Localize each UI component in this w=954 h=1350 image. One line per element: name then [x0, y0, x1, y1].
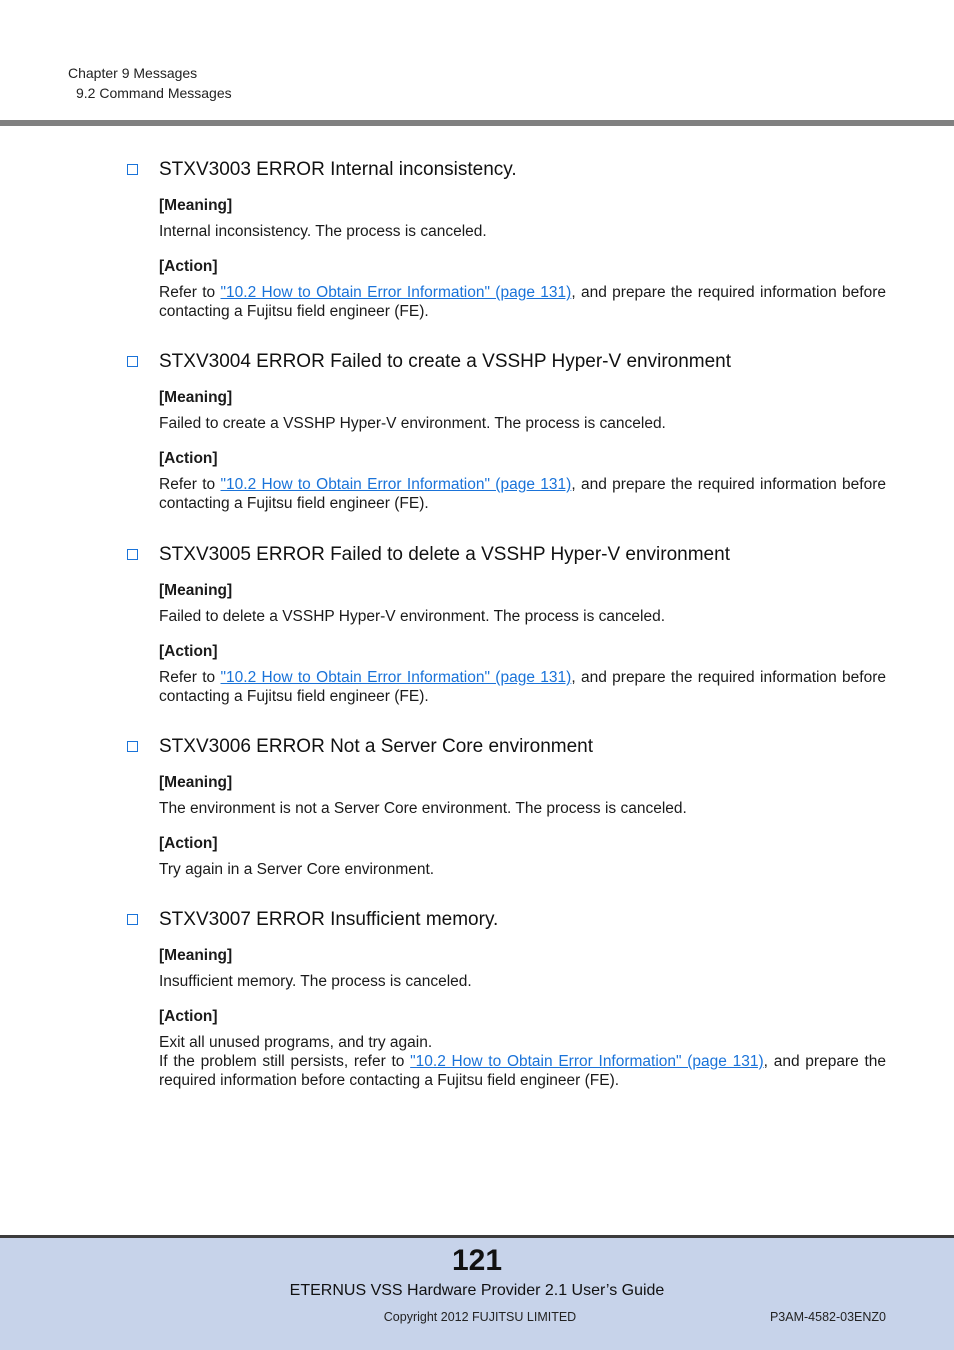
error-info-link[interactable]: "10.2 How to Obtain Error Information" (page 131): [220, 669, 572, 686]
meaning-text: Failed to delete a VSSHP Hyper-V environment. The process is canceled.: [159, 608, 666, 625]
action-label: [Action]: [159, 643, 218, 660]
message-heading: [127, 158, 887, 182]
message-heading: [127, 543, 887, 567]
meaning-label: [Meaning]: [159, 582, 233, 599]
message-stxv3005: [127, 543, 887, 706]
square-bullet-icon: [127, 549, 138, 560]
message-heading: [127, 908, 887, 932]
message-stxv3007: [127, 908, 887, 1090]
header-divider: [0, 120, 954, 126]
error-info-link[interactable]: "10.2 How to Obtain Error Information" (page 131): [220, 284, 572, 301]
message-stxv3004: [127, 350, 887, 513]
action-text: If the problem still persists, refer to "10.2 How to Obtain Error Information" (page 131), and prepare the required information before contacting a Fujitsu field engineer (FE).: [159, 1053, 886, 1089]
error-info-link[interactable]: "10.2 How to Obtain Error Information" (page 131): [410, 1053, 764, 1070]
action-label: [Action]: [159, 835, 218, 852]
document-id: P3AM-4582-03ENZ0: [769, 1310, 886, 1324]
page-number: 121: [451, 1244, 503, 1277]
header-chapter: Chapter 9 Messages: [68, 65, 198, 81]
meaning-text: Internal inconsistency. The process is canceled.: [159, 223, 487, 240]
copyright: Copyright 2012 FUJITSU LIMITED: [383, 1310, 577, 1324]
action-text-line1: Exit all unused programs, and try again.: [159, 1034, 433, 1051]
meaning-text: The environment is not a Server Core environment. The process is canceled.: [159, 800, 687, 817]
meaning-text: Failed to create a VSSHP Hyper-V environment. The process is canceled.: [159, 415, 666, 432]
action-label: [Action]: [159, 450, 218, 467]
message-title: STXV3003 ERROR Internal inconsistency.: [159, 159, 517, 180]
message-title: STXV3006 ERROR Not a Server Core environment: [159, 736, 594, 757]
message-stxv3006: [127, 735, 887, 879]
meaning-text: Insufficient memory. The process is canceled.: [159, 973, 472, 990]
footer-divider: [0, 1235, 954, 1238]
meaning-label: [Meaning]: [159, 947, 233, 964]
error-info-link[interactable]: "10.2 How to Obtain Error Information" (page 131): [220, 476, 572, 493]
message-heading: [127, 735, 887, 759]
action-text: Refer to "10.2 How to Obtain Error Information" (page 131), and prepare the required information before contacting a Fujitsu field engineer (FE).: [159, 476, 886, 512]
square-bullet-icon: [127, 356, 138, 367]
meaning-label: [Meaning]: [159, 389, 233, 406]
square-bullet-icon: [127, 914, 138, 925]
message-heading: [127, 350, 887, 374]
action-text: Refer to "10.2 How to Obtain Error Information" (page 131), and prepare the required information before contacting a Fujitsu field engineer (FE).: [159, 284, 886, 320]
action-label: [Action]: [159, 1008, 218, 1025]
running-header: [68, 63, 232, 103]
document-title: ETERNUS VSS Hardware Provider 2.1 User’s Guide: [289, 1282, 665, 1299]
square-bullet-icon: [127, 164, 138, 175]
action-text: Try again in a Server Core environment.: [159, 861, 435, 878]
header-section: 9.2 Command Messages: [76, 85, 232, 101]
message-title: STXV3005 ERROR Failed to delete a VSSHP Hyper-V environment: [159, 544, 730, 565]
square-bullet-icon: [127, 741, 138, 752]
meaning-label: [Meaning]: [159, 774, 233, 791]
message-title: STXV3004 ERROR Failed to create a VSSHP Hyper-V environment: [159, 351, 732, 372]
meaning-label: [Meaning]: [159, 197, 233, 214]
message-title: STXV3007 ERROR Insufficient memory.: [159, 909, 499, 930]
action-label: [Action]: [159, 258, 218, 275]
message-stxv3003: [127, 158, 887, 321]
action-text: Refer to "10.2 How to Obtain Error Information" (page 131), and prepare the required information before contacting a Fujitsu field engineer (FE).: [159, 669, 886, 705]
